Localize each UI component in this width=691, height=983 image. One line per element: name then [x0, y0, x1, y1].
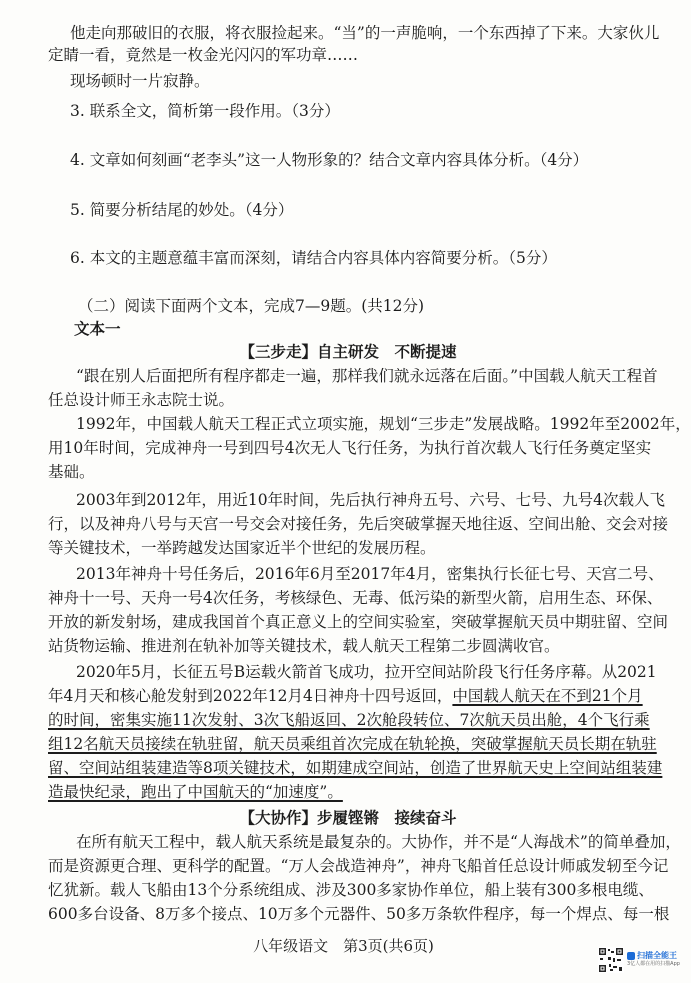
paragraph-line: 开放的新发射场，建成我国首个真正意义上的空间实验室，突破掌握航天员中期驻留、空间 — [48, 613, 669, 631]
paragraph-line: 用10年时间，完成神舟一号到四号4次无人飞行任务，为执行首次载人飞行任务奠定坚实 — [48, 439, 652, 457]
underlined-line: 留、空间站组装建造等8项关键技术，如期建成空间站，创造了世界航天史上空间站组装建 — [48, 759, 663, 777]
subheading-three-steps: 【三步走】自主研发 不断提速 — [239, 342, 457, 361]
watermark-title — [627, 951, 680, 960]
subheading-collaboration: 【大协作】步履铿锵 接续奋斗 — [239, 808, 457, 827]
underlined-text: 中国载人航天在不到21个月 — [452, 687, 643, 705]
paragraph-line: 忆犹新。载人飞船由13个分系统组成、涉及300多家协作单位，船上装有300多根电缆、 — [48, 881, 654, 899]
paragraph-line: 在所有航天工程中，载人航天系统是最复杂的。大协作，并不是“人海战术”的简单叠加， — [76, 833, 681, 851]
story-text-line: 他走向那破旧的衣服，将衣服捡起来。“当”的一声脆响，一个东西掉了下来。大家伙儿 — [70, 24, 660, 42]
page-footer: 八年级语文 第3页(共6页) — [253, 937, 434, 955]
underlined-line: 造最快纪录，跑出了中国航天的“加速度”。 — [48, 783, 343, 801]
paragraph-line: 而是资源更合理、更科学的配置。“万人会战造神舟”，神舟飞船首任总设计师戚发轫至今记 — [48, 857, 669, 875]
paragraph-line: 600多台设备、8万多个接点、10万多个元器件、50多万条软件程序，每一个焊点、每一根 — [48, 905, 670, 923]
paragraph-line: 任总设计师王永志院士说。 — [48, 391, 235, 409]
story-text-line: 定睛一看，竟然是一枚金光闪闪的军功章…… — [48, 46, 359, 64]
text-one-label: 文本一 — [74, 319, 121, 338]
question-3: 3. 联系全文，简析第一段作用。（3分） — [70, 102, 340, 120]
section-heading: （二）阅读下面两个文本，完成7—9题。(共12分) — [78, 297, 425, 315]
underlined-line: 的时间，密集实施11次发射、3次飞船返回、2次舱段转位、7次航天员出舱，4个飞行乘 — [48, 711, 650, 729]
paragraph-line: 2013年神舟十号任务后，2016年6月至2017年4月，密集执行长征七号、天宫二号、 — [76, 565, 664, 583]
paragraph-line: 行，以及神舟八号与天宫一号交会对接任务，先后突破掌握天地往返、空间出舱、交会对接 — [48, 515, 669, 533]
watermark-subtitle: 3亿人都在用的扫描App — [627, 961, 680, 967]
story-text-line: 现场顿时一片寂静。 — [70, 72, 210, 90]
scanner-watermark — [598, 945, 680, 975]
paragraph-line: 神舟十一号、天舟一号4次任务，考核绿色、无毒、低污染的新型火箭，启用生态、环保、 — [48, 589, 663, 607]
paragraph-line: 2020年5月，长征五号B运载火箭首飞成功，拉开空间站阶段飞行任务序幕。从2021 — [76, 663, 657, 681]
paragraph-line: 基础。 — [48, 463, 95, 481]
paragraph-line: 1992年，中国载人航天工程正式立项实施，规划“三步走”发展战略。1992年至2002年， — [76, 415, 691, 433]
paragraph-line: 站货物运输、推进剂在轨补加等关键技术，载人航天工程第二步圆满收官。 — [48, 637, 560, 655]
paragraph-line: “跟在别人后面把所有程序都走一遍，那样我们就永远落在后面。”中国载人航天工程首 — [76, 367, 658, 385]
scanner-app-icon — [627, 952, 635, 960]
underlined-line: 组12名航天员接续在轨驻留，航天员乘组首次完成在轨轮换，突破掌握航天员长期在轨驻 — [48, 735, 657, 753]
question-4: 4. 文章如何刻画“老李头”这一人物形象的？结合文章内容具体分析。（4分） — [70, 151, 589, 169]
question-5: 5. 简要分析结尾的妙处。（4分） — [70, 201, 294, 219]
paragraph-line: 2003年到2012年，用近10年时间，先后执行神舟五号、六号、七号、九号4次载人飞 — [76, 491, 665, 509]
paragraph-text: 年4月天和核心舱发射到2022年12月4日神舟十四号返回， — [48, 687, 453, 705]
watermark-text — [627, 951, 680, 969]
qr-code-icon — [598, 947, 624, 973]
paragraph-line — [48, 685, 643, 707]
watermark-title-text: 扫描全能王 — [637, 951, 677, 960]
paragraph-line: 等关键技术，一举跨越发达国家近半个世纪的发展历程。 — [48, 539, 436, 557]
question-6: 6. 本文的主题意蕴丰富而深刻，请结合内容具体内容简要分析。（5分） — [70, 249, 557, 267]
